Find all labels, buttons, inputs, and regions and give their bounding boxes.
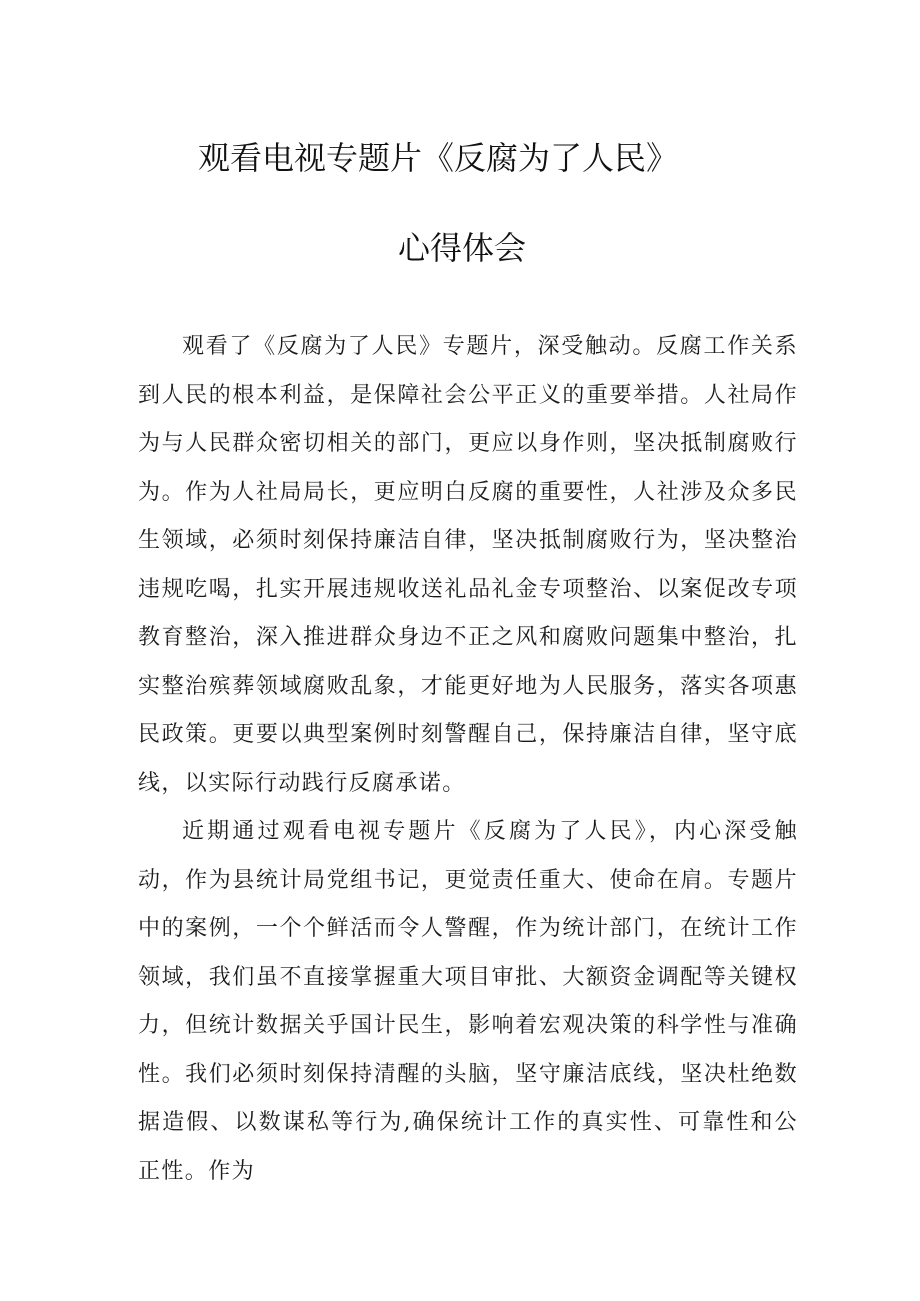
paragraph-2: 近期通过观看电视专题片《反腐为了人民》，内心深受触动，作为县统计局党组书记，更觉责任重大、使命在肩。专题片中的案例，一个个鲜活而令人警醒，作为统计部门，在统计工作领域，我们虽不直接掌握重大项目审批、大额资金调配等关键权力，但统计数据关乎国计民生，影响着宏观决策的科学性与准确性。我们必须时刻保持清醒的头脑，坚守廉洁底线，坚决杜绝数据造假、以数谋私等行为,确保统计工作的真实性、可靠性和公正性。作为 bbox=[138, 819, 798, 1184]
document-body bbox=[138, 323, 798, 1196]
title-line-1: 观看电视专题片《反腐为了人民》 bbox=[198, 139, 679, 177]
paragraph-1: 观看了《反腐为了人民》专题片，深受触动。反腐工作关系到人民的根本利益，是保障社会公平正义的重要举措。人社局作为与人民群众密切相关的部门，更应以身作则，坚决抵制腐败行为。作为人社局局长，更应明白反腐的重要性，人社涉及众多民生领域，必须时刻保持廉洁自律，坚决抵制腐败行为，坚决整治违规吃喝，扎实开展违规收送礼品礼金专项整治、以案促改专项教育整治，深入推进群众身边不正之风和腐败问题集中整治，扎实整治殡葬领域腐败乱象，才能更好地为人民服务，落实各项惠民政策。更要以典型案例时刻警醒自己，保持廉洁自律，坚守底线，以实际行动践行反腐承诺。 bbox=[138, 334, 798, 796]
title-line-2: 心得体会 bbox=[398, 229, 527, 267]
